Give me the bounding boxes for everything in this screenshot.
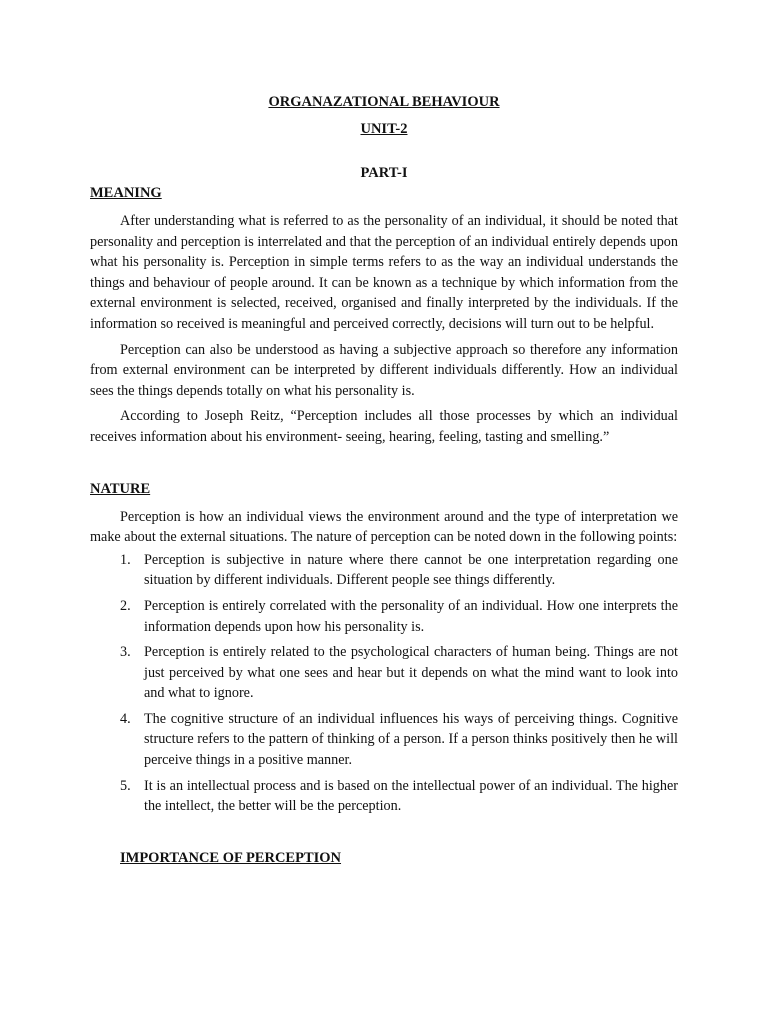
nature-points-list bbox=[90, 550, 678, 817]
list-item bbox=[90, 550, 678, 591]
list-item bbox=[90, 709, 678, 771]
meaning-paragraph-3: According to Joseph Reitz, “Perception includes all those processes by which an individual receives information about his environment- seeing, hearing, feeling, tasting and smelling.” bbox=[90, 408, 678, 445]
document-title: ORGANAZATIONAL BEHAVIOUR bbox=[268, 94, 500, 110]
list-item-text: The cognitive structure of an individual influences his ways of perceiving things. Cognitive structure refers to the pattern of thinking of a person. If a person thinks positively then he will perceive things in a positive manner. bbox=[144, 710, 678, 769]
list-item-number: 1. bbox=[120, 551, 131, 568]
list-item bbox=[90, 776, 678, 817]
list-item-number: 3. bbox=[120, 644, 131, 661]
list-item-text: Perception is subjective in nature where there cannot be one interpretation regarding one situation by different individuals. Different people see things differently. bbox=[144, 551, 678, 589]
nature-intro-paragraph: Perception is how an individual views the environment around and the type of interpretation we make about the external situations. The nature of perception can be noted down in the following points: bbox=[90, 508, 678, 546]
meaning-paragraph-1: After understanding what is referred to as the personality of an individual, it should be noted that personality and perception is interrelated and that the perception of an individual entirely depends upon what his personality is. Perception in simple terms refers to as the way an individual understands the things and behaviour of people around. It can be known as a technique by which information from the external environment is selected, received, organised and finally interpreted by the individuals. If the information so received is meaningful and perceived correctly, decisions will turn out to be helpful. bbox=[90, 213, 678, 332]
section-heading-nature: NATURE bbox=[90, 480, 151, 497]
list-item-text: It is an intellectual process and is based on the intellectual power of an individual. The higher the intellect, the better will be the perception. bbox=[144, 777, 678, 815]
section-heading-importance: IMPORTANCE OF PERCEPTION bbox=[120, 849, 342, 866]
list-item bbox=[90, 596, 678, 637]
list-item-number: 4. bbox=[120, 710, 131, 727]
unit-title: UNIT-2 bbox=[360, 121, 408, 137]
section-heading-meaning: MEANING bbox=[90, 185, 162, 201]
meaning-paragraph-2: Perception can also be understood as having a subjective approach so therefore any information from external environment can be interpreted by different individuals differently. How an individual sees the things depends totally on what his personality is. bbox=[90, 341, 678, 399]
part-title: PART-I bbox=[360, 165, 408, 181]
list-item bbox=[90, 642, 678, 704]
list-item-text: Perception is entirely correlated with the personality of an individual. How one interprets the information depends upon how his personality is. bbox=[144, 597, 678, 635]
list-item-number: 5. bbox=[120, 777, 131, 794]
document-page bbox=[90, 92, 678, 868]
list-item-number: 2. bbox=[120, 597, 131, 614]
list-item-text: Perception is entirely related to the psychological characters of human being. Things are not just perceived by what one sees and hear but it depends on what the mind want to look into and what to ignore. bbox=[144, 644, 678, 702]
